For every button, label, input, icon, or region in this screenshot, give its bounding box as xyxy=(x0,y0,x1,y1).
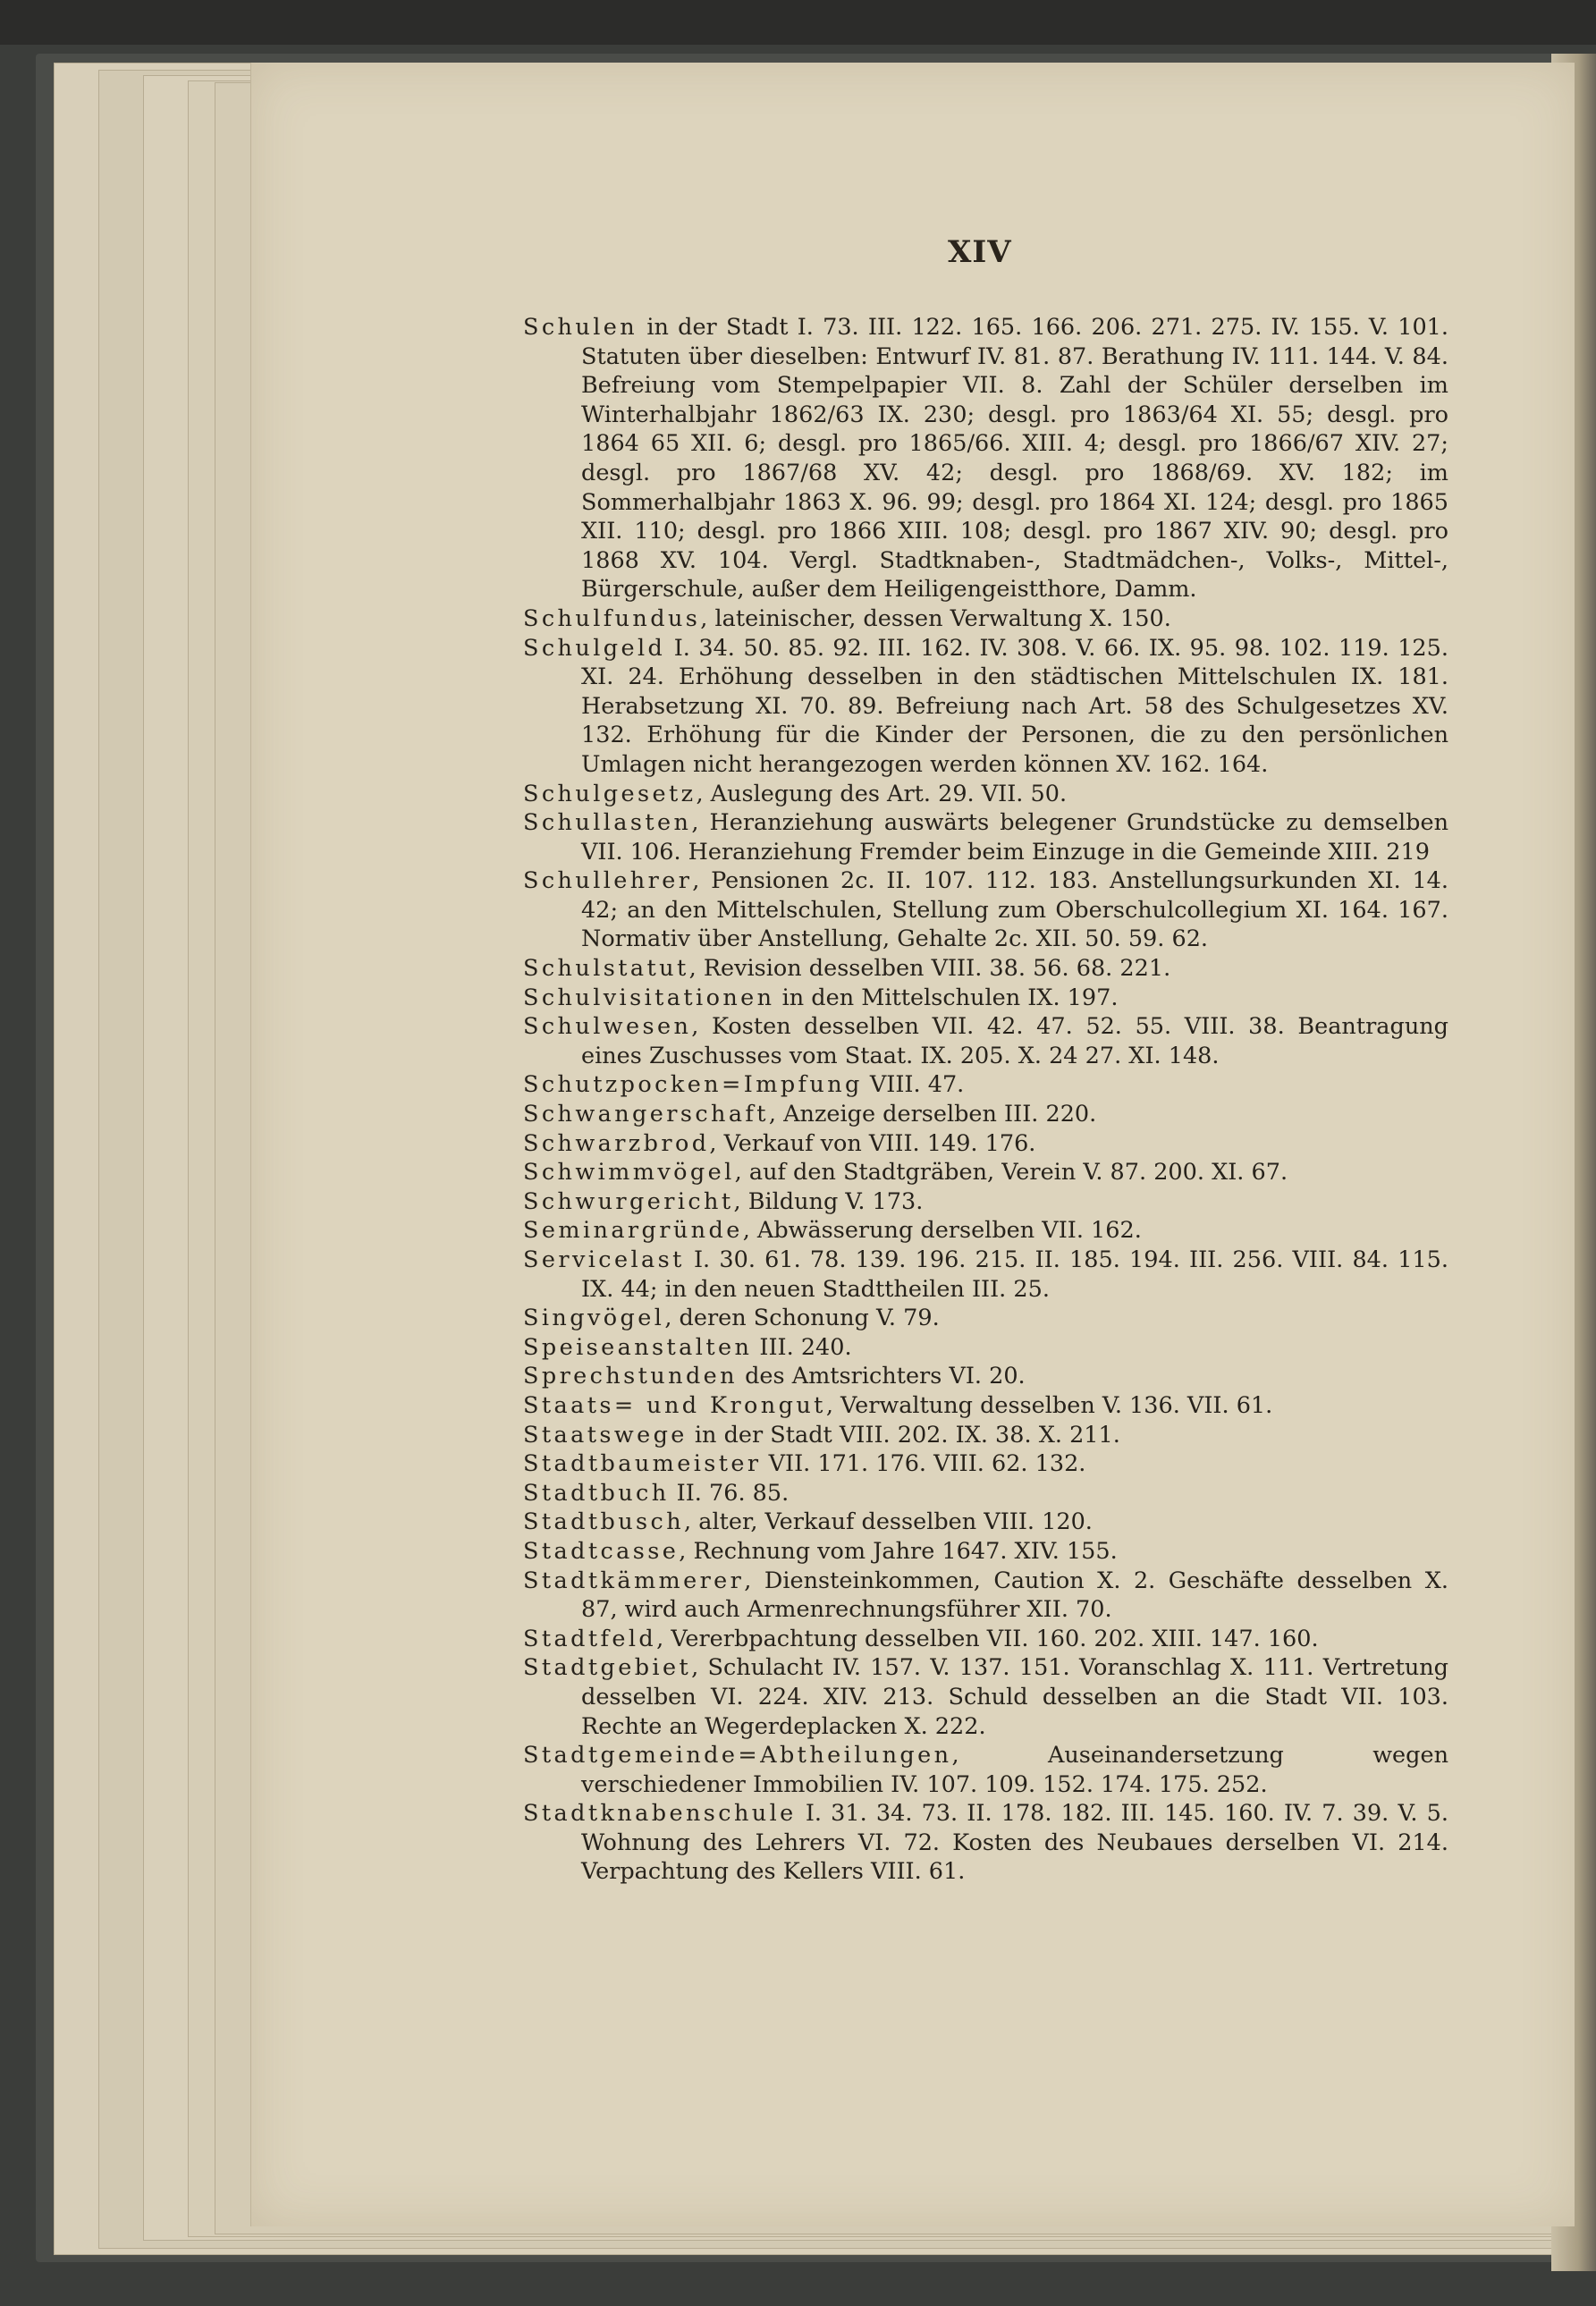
index-references: , Kosten desselben VII. 42. 47. 52. 55. VIII. 38. Beantragung eines Zuschusses vom Staat. IX. 205. X. 24 27. XI. 148. xyxy=(581,1013,1448,1069)
index-references: , lateinischer, dessen Verwaltung X. 150. xyxy=(700,604,1171,632)
index-entry xyxy=(523,1333,1448,1363)
index-references: III. 240. xyxy=(752,1333,852,1361)
index-entry xyxy=(523,954,1448,984)
index-entry xyxy=(523,866,1448,954)
index-references: , Diensteinkommen, Caution X. 2. Geschäfte desselben X. 87, wird auch Armenrechnungsführer XII. 70. xyxy=(581,1567,1448,1624)
index-entry xyxy=(523,313,1448,604)
index-keyword: Stadtbaumeister xyxy=(523,1450,762,1478)
index-references: I. 30. 61. 78. 139. 196. 215. II. 185. 194. III. 256. VIII. 84. 115. IX. 44; in den neuen Stadttheilen III. 25. xyxy=(581,1246,1448,1303)
index-keyword: Staats= und Krongut xyxy=(523,1391,826,1419)
index-references: , Abwässerung derselben VII. 162. xyxy=(742,1217,1142,1245)
index-references: VIII. 47. xyxy=(862,1071,965,1099)
index-keyword: Schulen xyxy=(523,314,638,341)
index-keyword: Stadtcasse xyxy=(523,1537,680,1565)
index-references: , Bildung V. 173. xyxy=(733,1187,924,1215)
index-references: des Amtsrichters VI. 20. xyxy=(738,1363,1026,1390)
index-entry xyxy=(523,1537,1448,1567)
index-references: in der Stadt VIII. 202. IX. 38. X. 211. xyxy=(687,1421,1120,1449)
index-keyword: Schulwesen xyxy=(523,1013,692,1041)
index-references: , Vererbpachtung desselben VII. 160. 202. XIII. 147. 160. xyxy=(656,1625,1319,1652)
index-references: , auf den Stadtgräben, Verein V. 87. 200. XI. 67. xyxy=(734,1159,1288,1187)
index-entry xyxy=(523,604,1448,634)
index-entry xyxy=(523,780,1448,809)
index-entries xyxy=(523,313,1448,1887)
index-keyword: Schulvisitationen xyxy=(523,984,775,1011)
index-entry xyxy=(523,1799,1448,1887)
index-references: , Verwaltung desselben V. 136. VII. 61. xyxy=(825,1391,1273,1419)
index-keyword: Stadtkämmerer xyxy=(523,1567,745,1594)
index-entry xyxy=(523,1421,1448,1450)
index-keyword: Staatswege xyxy=(523,1421,688,1449)
index-entry xyxy=(523,1567,1448,1625)
index-entry xyxy=(523,1508,1448,1537)
index-entry xyxy=(523,984,1448,1013)
index-keyword: Schwarzbrod xyxy=(523,1129,710,1157)
index-keyword: Stadtbusch xyxy=(523,1508,685,1536)
index-references: in den Mittelschulen IX. 197. xyxy=(774,984,1119,1011)
index-entry xyxy=(523,1479,1448,1508)
index-keyword: Schullehrer xyxy=(523,867,693,895)
index-entry xyxy=(523,1653,1448,1741)
index-keyword: Stadtbuch xyxy=(523,1479,670,1507)
index-entry xyxy=(523,1187,1448,1217)
index-entry xyxy=(523,808,1448,866)
index-references: , Rechnung vom Jahre 1647. XIV. 155. xyxy=(679,1537,1118,1565)
index-keyword: Schullasten xyxy=(523,809,692,837)
index-entry xyxy=(523,634,1448,780)
index-references: , Revision desselben VIII. 38. 56. 68. 221. xyxy=(688,955,1171,983)
index-references: VII. 171. 176. VIII. 62. 132. xyxy=(761,1450,1086,1478)
index-keyword: Schwimmvögel xyxy=(523,1159,735,1187)
index-entry xyxy=(523,1070,1448,1100)
index-references: in der Stadt I. 73. III. 122. 165. 166. 206. 271. 275. IV. 155. V. 101. Statuten über dieselben: Entwurf IV. 81. 87. Berathung IV. 111. 144. V. 84. Befreiung vom Stempelpapier VII. 8. Zahl der Schüler derselben im Winterhalbjahr 1862/63 IX. 230; desgl. pro 1863/64 XI. 55; desgl. pro 1864 65 XII. 6; desgl. pro 1865/66. XIII. 4; desgl. pro 1866/67 XIV. 27; desgl. pro 1867/68 XV. 42; desgl. pro 1868/69. XV. 182; im Sommerhalbjahr 1863 X. 96. 99; desgl. pro 1864 XI. 124; desgl. pro 1865 XII. 110; desgl. pro 1866 XIII. 108; desgl. pro 1867 XIV. 90; desgl. pro 1868 XV. 104. Vergl. Stadtknaben-, Stadtmädchen-, Volks-, Mittel-, Bürgerschule, außer dem Heiligengeistthore, Damm. xyxy=(581,314,1448,604)
index-references: , Heranziehung auswärts belegener Grundstücke zu demselben VII. 106. Heranziehung Fremder beim Einzuge in die Gemeinde XIII. 219 xyxy=(581,809,1448,866)
index-keyword: Schulgeld xyxy=(523,634,666,662)
index-references: I. 31. 34. 73. II. 178. 182. III. 145. 160. IV. 7. 39. V. 5. Wohnung des Lehrers VI. 72. Kosten des Neubaues derselben VI. 214. Verpachtung des Kellers VIII. 61. xyxy=(581,1800,1448,1886)
index-references: , Auseinandersetzung wegen verschiedener Immobilien IV. 107. 109. 152. 174. 175. 252. xyxy=(581,1742,1448,1798)
index-references: , Verkauf von VIII. 149. 176. xyxy=(709,1129,1036,1157)
index-entry xyxy=(523,1012,1448,1070)
index-entry xyxy=(523,1158,1448,1187)
index-keyword: Stadtfeld xyxy=(523,1625,657,1652)
index-references: , Pensionen 2c. II. 107. 112. 183. Anstellungsurkunden XI. 14. 42; an den Mittelschulen, Stellung zum Oberschulcollegium XI. 164. 167. Normativ über Anstellung, Gehalte 2c. XII. 50. 59. 62. xyxy=(581,867,1448,953)
index-entry xyxy=(523,1449,1448,1479)
index-keyword: Schulgesetz xyxy=(523,780,697,807)
index-keyword: Schwangerschaft xyxy=(523,1101,769,1128)
index-entry xyxy=(523,1129,1448,1159)
index-keyword: Schwurgericht xyxy=(523,1187,734,1215)
index-keyword: Stadtgemeinde=Abtheilungen xyxy=(523,1742,952,1770)
index-keyword: Singvögel xyxy=(523,1305,665,1332)
index-keyword: Servicelast xyxy=(523,1246,685,1273)
index-entry xyxy=(523,1216,1448,1246)
index-references: , Schulacht IV. 157. V. 137. 151. Voranschlag X. 111. Vertretung desselben VI. 224. XIV. 213. Schuld desselben an die Stadt VII. 103. Rechte an Wegerdeplacken X. 222. xyxy=(581,1654,1448,1740)
index-references: I. 34. 50. 85. 92. III. 162. IV. 308. V. 66. IX. 95. 98. 102. 119. 125. XI. 24. Erhöhung desselben in den städtischen Mittelschulen IX. 181. Herabsetzung XI. 70. 89. Befreiung nach Art. 58 des Schulgesetzes XV. 132. Erhöhung für die Kinder der Personen, die zu den persönlichen Umlagen nicht herangezogen werden können XV. 162. 164. xyxy=(581,634,1448,778)
index-entry xyxy=(523,1304,1448,1333)
index-keyword: Speiseanstalten xyxy=(523,1333,753,1361)
index-references: , Auslegung des Art. 29. VII. 50. xyxy=(696,780,1068,807)
index-entry xyxy=(523,1362,1448,1391)
page-number: XIV xyxy=(948,234,1012,270)
index-entry xyxy=(523,1100,1448,1129)
index-entry xyxy=(523,1246,1448,1304)
index-references: II. 76. 85. xyxy=(669,1479,790,1507)
index-entry xyxy=(523,1625,1448,1654)
index-keyword: Stadtknabenschule xyxy=(523,1800,797,1828)
index-entry xyxy=(523,1391,1448,1421)
index-keyword: Schulfundus xyxy=(523,604,701,632)
index-keyword: Sprechstunden xyxy=(523,1363,738,1390)
index-entry xyxy=(523,1741,1448,1799)
index-references: , deren Schonung V. 79. xyxy=(664,1305,940,1332)
index-references: , Anzeige derselben III. 220. xyxy=(768,1101,1097,1128)
index-keyword: Schulstatut xyxy=(523,955,689,983)
index-keyword: Stadtgebiet xyxy=(523,1654,692,1682)
index-keyword: Schutzpocken=Impfung xyxy=(523,1071,863,1099)
index-references: , alter, Verkauf desselben VIII. 120. xyxy=(684,1508,1093,1536)
index-keyword: Seminargründe xyxy=(523,1217,743,1245)
